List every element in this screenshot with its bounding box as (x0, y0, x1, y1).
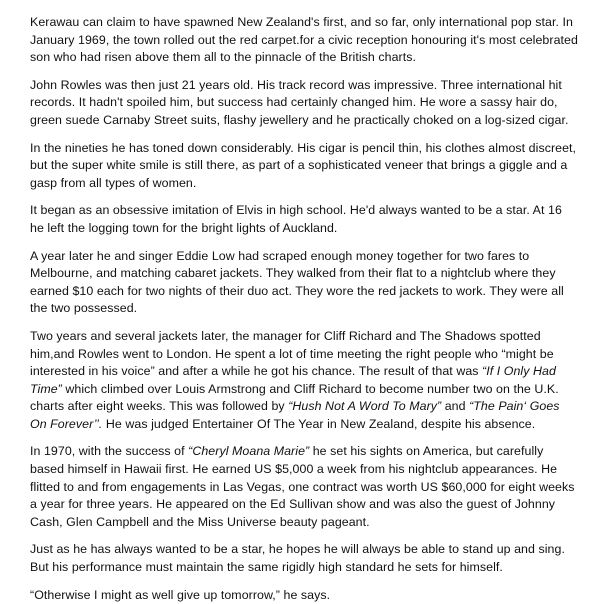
text-run: John Rowles was then just 21 years old. His track record was impressive. Three international hit records. It hadn't spoiled him, but success had certainly changed him. He wore a sassy hair do, green suede Carnaby Street suits, flashy jewellery and he practically choked on a log-sized cigar. (30, 77, 569, 127)
text-run: he set his sights on America, but carefully based himself in Hawaii first. He earned US $5,000 a week from his nightclub appearances. He flitted to and from engagements in Las Vegas, one contract was worth US $60,000 for eight weeks a year for three years. He appeared on the Ed Sullivan show and was also the guest of Johnny Cash, Glen Campbell and the Miss Universe beauty pageant. (30, 444, 575, 529)
paragraph (30, 248, 578, 318)
song-title: “Cheryl Moana Marie” (188, 444, 310, 459)
song-title: “If I Only Had Time” (30, 364, 556, 396)
text-run: which climbed over Louis Armstrong and Cliff Richard to become number two on the U.K. charts after eight weeks. This was followed by (30, 381, 559, 414)
paragraph (30, 140, 578, 193)
text-run: It began as an obsessive imitation of Elvis in high school. He'd always wanted to be a star. At 16 he left the logging town for the bright lights of Auckland. (30, 203, 562, 235)
paragraph (30, 587, 578, 604)
text-run: In 1970, with the success of (30, 444, 189, 459)
song-title: “Hush Not A Word To Mary” (288, 399, 442, 414)
paragraph (30, 14, 578, 67)
paragraph (30, 328, 578, 434)
text-run: Kerawau can claim to have spawned New Zealand's first, and so far, only international pop star. In January 1969, the town rolled out the red carpet.for a civic reception honouring it's most celebrated son who had risen above them all to the pinnacle of the British charts. (30, 15, 578, 65)
paragraph (30, 541, 578, 576)
text-run: Two years and several jackets later, the manager for Cliff Richard and The Shadows spotted him,and Rowles went to London. He spent a lot of time meeting the right people who “might be interested in his voice” and after a while he got his chance. The result of that was (30, 328, 554, 379)
paragraph (30, 77, 578, 130)
paragraph (30, 443, 578, 531)
text-run: “Otherwise I might as well give up tomorrow,” he says. (30, 587, 331, 602)
text-run: A year later he and singer Eddie Low had scraped enough money together for two fares to Melbourne, and matching cabaret jackets. They walked from their flat to a nightclub where they earned $10 each for two nights of their duo act. They wore the red jackets to work. They were all the two possessed. (30, 248, 564, 316)
text-run: He was judged Entertainer Of The Year in New Zealand, despite his absence. (102, 416, 536, 431)
text-run: In the nineties he has toned down considerably. His cigar is pencil thin, his clothes almost discreet, but the super white smile is still there, as part of a sophisticated veneer that brings a giggle and a gasp from all types of women. (30, 140, 577, 190)
text-run: Just as he has always wanted to be a star, he hopes he will always be able to stand up and sing. But his performance must maintain the same rigidly high standard he sets for himself. (30, 542, 565, 575)
song-title: “The Pain‘ Goes On Forever’’. (30, 399, 560, 431)
paragraph (30, 202, 578, 237)
text-run: and (441, 399, 470, 414)
